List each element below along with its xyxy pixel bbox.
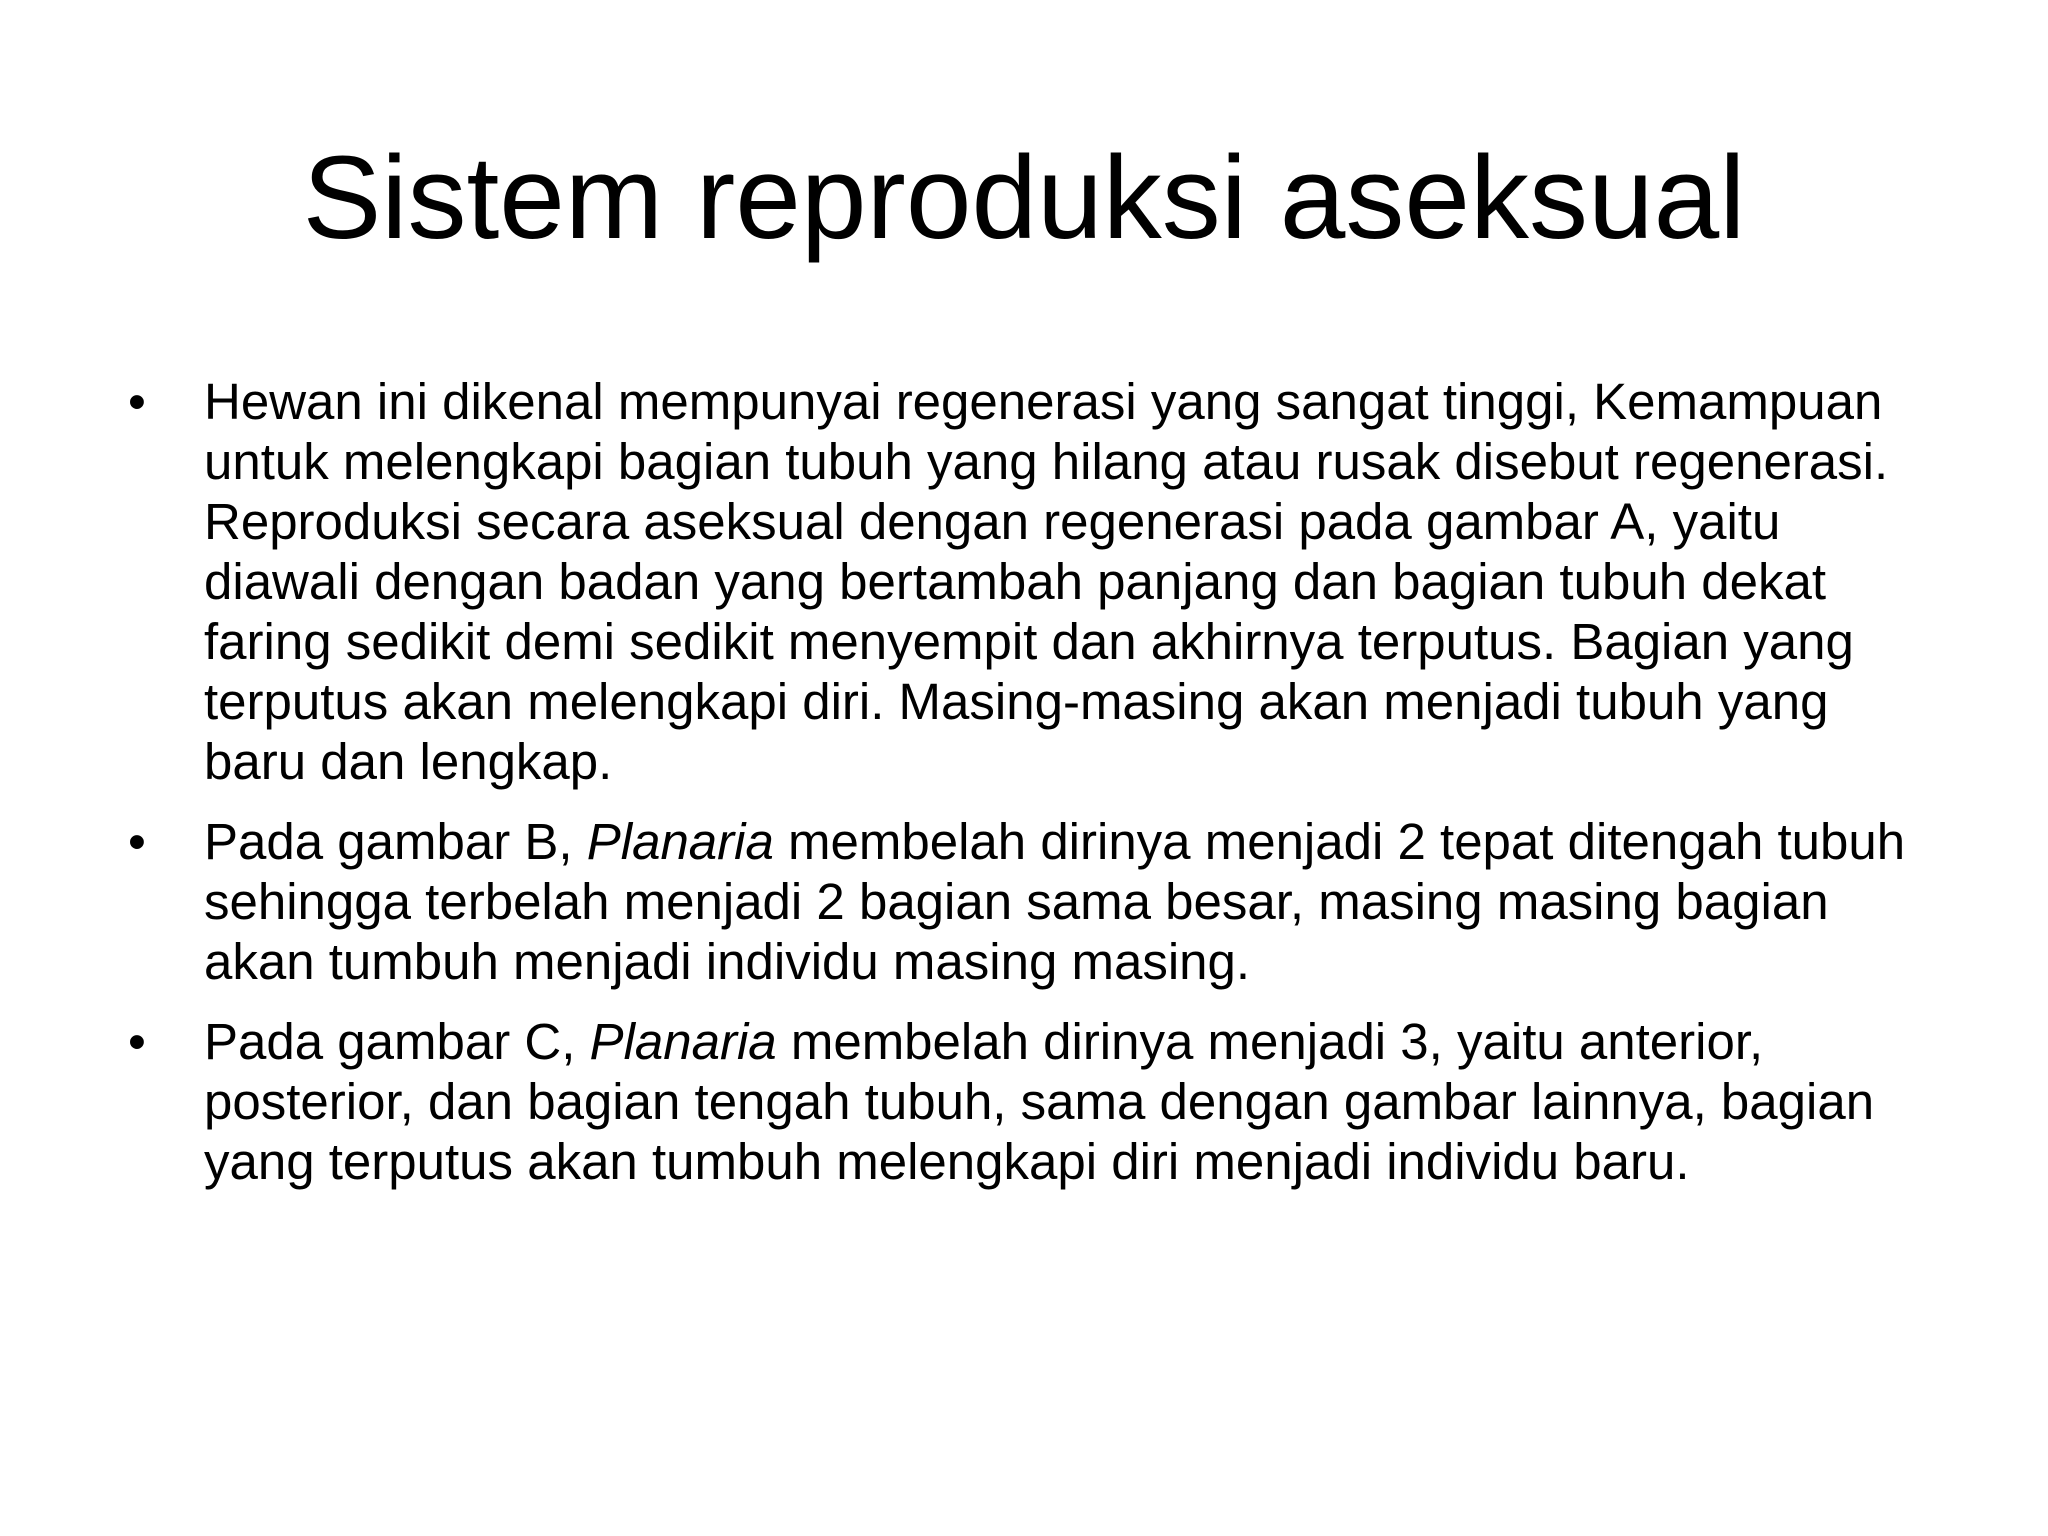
slide-title: Sistem reproduksi aseksual bbox=[302, 132, 1746, 264]
bullet-text-species: Planaria bbox=[589, 1013, 777, 1070]
bullet-text: Hewan ini dikenal mempunyai regenerasi yang sangat tinggi, Kemampuan untuk melengkapi bagian tubuh yang hilang atau rusak disebut regenerasi. Reproduksi secara aseksual dengan regenerasi pada gambar A, yaitu diawali dengan badan yang bertambah panjang dan bagian tubuh dekat faring sedikit demi sedikit menyempit dan akhirnya terputus. Bagian yang terputus akan melengkapi diri. Masing-masing akan menjadi tubuh yang baru dan lengkap. bbox=[204, 373, 1889, 790]
bullet-text-prefix: Pada gambar C, bbox=[204, 1013, 590, 1070]
bullet-text-species: Planaria bbox=[586, 813, 774, 870]
bullet-list bbox=[128, 372, 1938, 1212]
bullet-icon: • bbox=[128, 1013, 146, 1070]
bullet-text-prefix: Pada gambar B, bbox=[204, 813, 587, 870]
bullet-icon: • bbox=[128, 813, 146, 870]
bullet-item bbox=[128, 1012, 1938, 1192]
bullet-item bbox=[128, 372, 1938, 792]
bullet-text-suffix: membelah dirinya menjadi 2 tepat ditengah tubuh sehingga terbelah menjadi 2 bagian sama besar, masing masing bagian akan tumbuh menjadi individu masing masing. bbox=[204, 813, 1906, 990]
bullet-text-suffix: membelah dirinya menjadi 3, yaitu anterior, posterior, dan bagian tengah tubuh, sama dengan gambar lainnya, bagian yang terputus akan tumbuh melengkapi diri menjadi individu baru. bbox=[204, 1013, 1875, 1190]
bullet-item bbox=[128, 812, 1938, 992]
bullet-icon: • bbox=[128, 373, 146, 430]
